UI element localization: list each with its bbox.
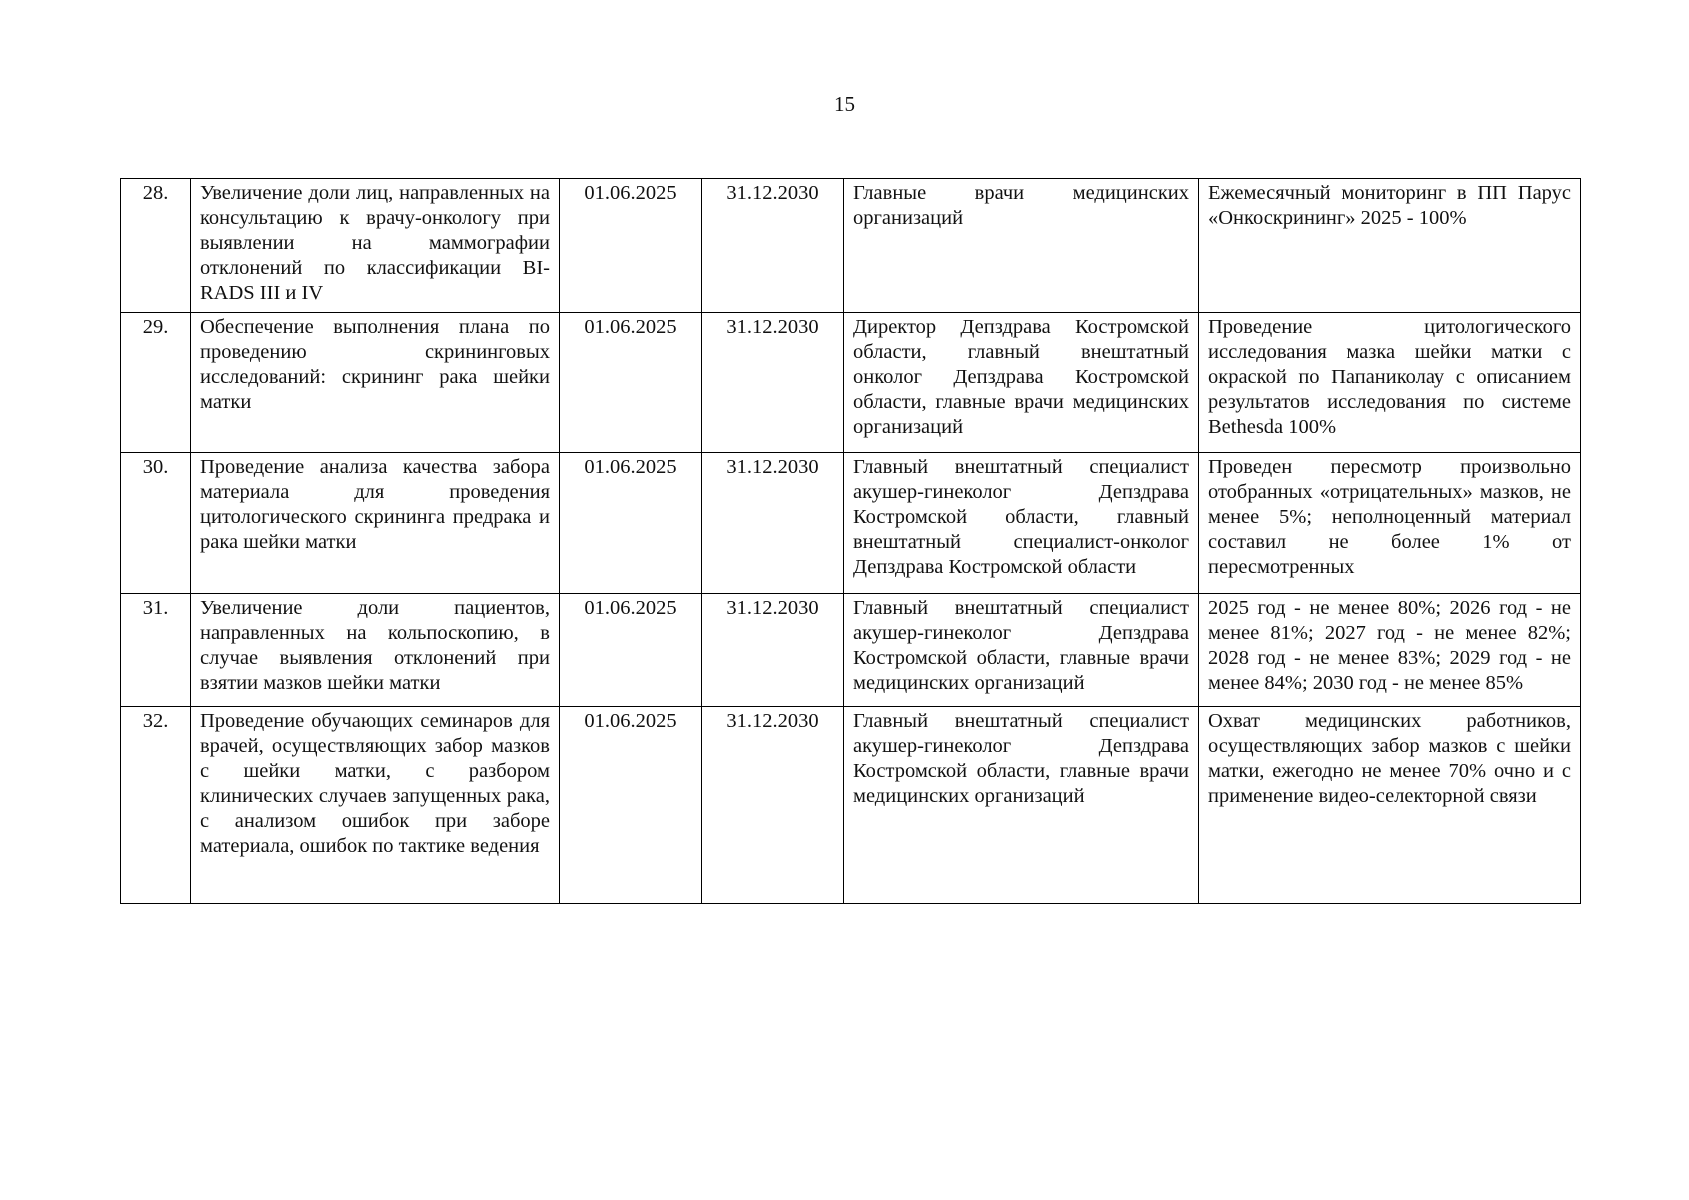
end-date-cell: 31.12.2030 [702, 313, 844, 453]
responsible-cell: Главный внештатный специалист акушер-гинеколог Депздрава Костромской области, главные врачи медицинских организаций [844, 594, 1199, 707]
activity-cell: Обеспечение выполнения плана по проведению скрининговых исследований: скрининг рака шейки матки [191, 313, 560, 453]
result-cell: Проведение цитологического исследования мазка шейки матки с окраской по Папаниколау с описанием результатов исследования по системе Bethesda 100% [1199, 313, 1581, 453]
activity-cell: Проведение анализа качества забора материала для проведения цитологического скрининга предрака и рака шейки матки [191, 453, 560, 594]
page-number: 15 [834, 92, 855, 116]
start-date-cell: 01.06.2025 [560, 313, 702, 453]
responsible-cell: Главный внештатный специалист акушер-гинеколог Депздрава Костромской области, главные врачи медицинских организаций [844, 707, 1199, 904]
result-cell: Проведен пересмотр произвольно отобранных «отрицательных» мазков, не менее 5%; неполноценный материал составил не более 1% от пересмотренных [1199, 453, 1581, 594]
row-number: 31. [121, 594, 191, 707]
result-cell: Ежемесячный мониторинг в ПП Парус «Онкоскрининг» 2025 - 100% [1199, 179, 1581, 313]
result-cell: Охват медицинских работников, осуществляющих забор мазков с шейки матки, ежегодно не менее 70% очно и с применение видео-селекторной связи [1199, 707, 1581, 904]
row-number: 29. [121, 313, 191, 453]
start-date-cell: 01.06.2025 [560, 179, 702, 313]
responsible-cell: Директор Депздрава Костромской области, главный внештатный онколог Депздрава Костромской области, главные врачи медицинских организаций [844, 313, 1199, 453]
start-date-cell: 01.06.2025 [560, 453, 702, 594]
row-number: 28. [121, 179, 191, 313]
activity-cell: Проведение обучающих семинаров для врачей, осуществляющих забор мазков с шейки матки, с разбором клинических случаев запущенных рака, с анализом ошибок при заборе материала, ошибок по тактике ведения [191, 707, 560, 904]
table-row [121, 594, 1581, 707]
table-row [121, 707, 1581, 904]
activity-cell: Увеличение доли пациентов, направленных на кольпоскопию, в случае выявления отклонений при взятии мазков шейки матки [191, 594, 560, 707]
table-row [121, 179, 1581, 313]
row-number: 30. [121, 453, 191, 594]
end-date-cell: 31.12.2030 [702, 594, 844, 707]
responsible-cell: Главные врачи медицинских организаций [844, 179, 1199, 313]
measures-table [120, 178, 1581, 904]
end-date-cell: 31.12.2030 [702, 453, 844, 594]
start-date-cell: 01.06.2025 [560, 707, 702, 904]
activity-cell: Увеличение доли лиц, направленных на консультацию к врачу-онкологу при выявлении на маммографии отклонений по классификации BI-RADS III и IV [191, 179, 560, 313]
table-row [121, 453, 1581, 594]
end-date-cell: 31.12.2030 [702, 707, 844, 904]
row-number: 32. [121, 707, 191, 904]
table-row [121, 313, 1581, 453]
result-cell: 2025 год - не менее 80%; 2026 год - не менее 81%; 2027 год - не менее 82%; 2028 год - не менее 83%; 2029 год - не менее 84%; 2030 год - не менее 85% [1199, 594, 1581, 707]
end-date-cell: 31.12.2030 [702, 179, 844, 313]
start-date-cell: 01.06.2025 [560, 594, 702, 707]
responsible-cell: Главный внештатный специалист акушер-гинеколог Депздрава Костромской области, главный внештатный специалист-онколог Депздрава Костромской области [844, 453, 1199, 594]
